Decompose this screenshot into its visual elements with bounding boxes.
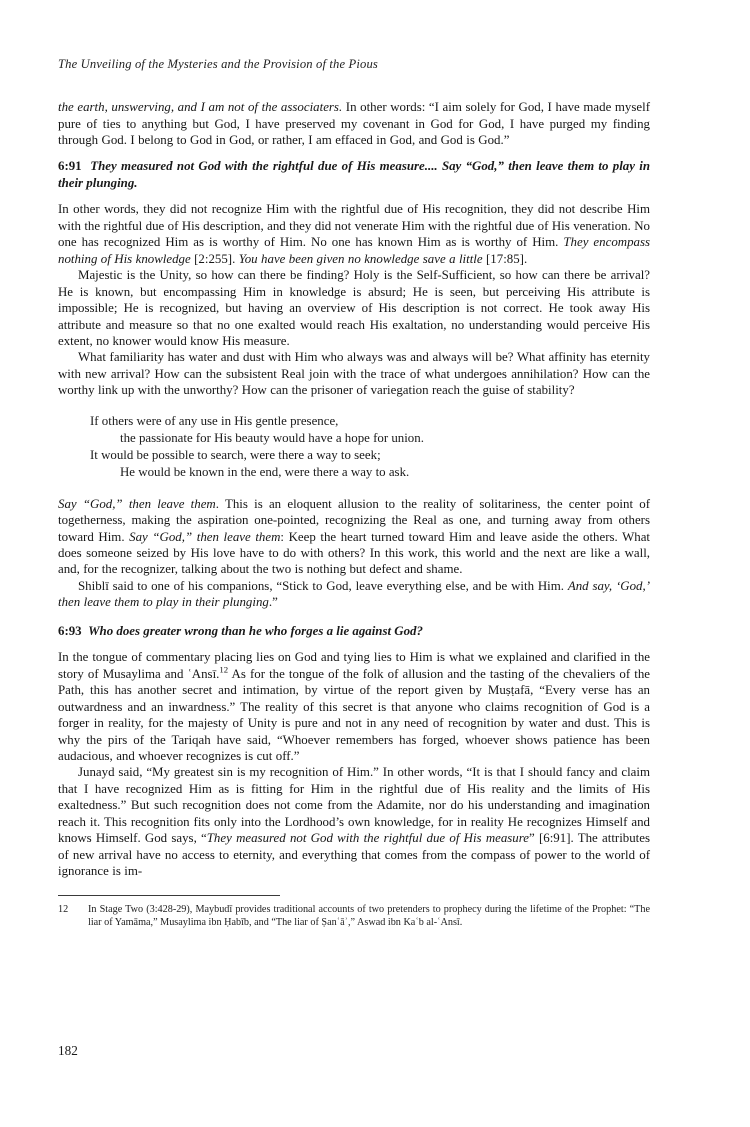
paragraph-8 [58,764,650,879]
paragraph-5 [58,496,650,578]
quran-lemma-say-god-2: Say “God,” then leave them [129,529,281,544]
footnote-text: In Stage Two (3:428-29), Maybudī provides traditional accounts of two pretenders to prophecy during the lifetime of the Prophet: “The liar of Yamāma,” Musaylima ibn Ḥabīb, and “The liar of Ṣanʿāʾ,” Aswad ibn Kaʿb al-ʿAnsī. [88,903,650,928]
paragraph-7-part-b: As for the tongue of the folk of allusion and the tasting of the chevaliers of the Path, this has another secret and intimation, by virtue of the report given by Muṣṭafā, “Every verse has an outwardness and an inwardness.” The reality of this secret is that anyone who claims recognition of God is a forger in reality, for the majesty of Unity is pure and not in any need of recognition by water and dust. This is why the pirs of the Tariqah have said, “Whoever remembers has forged, whoever shows patience has been audacious, and whoever recognizes is cut off.” [58,666,650,763]
paragraph-continued-text: In other words: “I aim solely for God, I have made myself pure of ties to anything but God, I have preserved my covenant in God for God, I have purged my finding through God. I belong to God in God, or rather, I am effaced in God, and God is God.” [58,100,650,148]
poem-block [58,413,650,482]
poem-line-2: the passionate for His beauty would have a hope for union. [120,431,424,446]
paragraph-4: What familiarity has water and dust with Him who always was and always will be? What affinity has eternity with new arrival? How can the subsistent Real join with the trace of what undergoes annihilation? How can the worthy link up with the unworthy? How can the prisoner of variegation reach the guise of stability? [58,350,650,398]
poem-line-1: If others were of any use in His gentle presence, [90,413,339,428]
verse-heading-6-93 [58,623,650,639]
quran-lemma-say-god-1: Say “God,” then leave them [58,496,216,511]
footnote-12 [58,903,650,929]
verse-text-6-91: They measured not God with the rightful due of His measure.... Say “God,” then leave them to play in their plunging. [58,159,650,190]
paragraph-8-part-b: ” [6:91]. The attributes of new arrival have no access to eternity, and everything that comes from the compass of power to the world of ignorance is im- [58,831,650,879]
paragraph-continued [58,99,650,148]
verse-heading-6-91 [58,158,650,191]
poem-line-4: He would be known in the end, were there a way to ask. [120,465,410,480]
page-number: 182 [58,1043,78,1058]
paragraph-6 [58,578,650,611]
footnote-separator-rule [58,895,280,896]
paragraph-2-part-b: [2:255]. [190,251,239,266]
quran-quote-17-85: You have been given no knowledge save a little [238,251,483,266]
paragraph-8-part-a: Junayd said, “My greatest sin is my recognition of Him.” In other words, “It is that I should fancy and claim that I have recognized Him as is fitting for Him in the rightful due of His reality and the limits of His exaltedness.” But such recognition does not come from the Adamite, nor do his understanding and imagination reach it. This recognition fits only into the Lordhood’s own knowledge, for in reality He recognizes Himself and knows Himself. God says, “ [58,765,650,846]
verse-number-6-93: 6:93 [58,623,82,638]
paragraph-7-part-a: In the tongue of commentary placing lies on God and tying lies to Him is what we explained and clarified in the story of Musaylima and ʿAnsī. [58,650,650,681]
quran-quote-inline: the earth, unswerving, and I am not of the associaters. [58,100,343,115]
paragraph-6-part-a: Shiblī said to one of his companions, “Stick to God, leave everything else, and be with Him. [78,578,568,593]
page-content [58,0,650,929]
footnote-reference-12[interactable]: 12 [219,664,229,675]
paragraph-5-part-b: : Keep the heart turned toward Him and leave aside the others. What does someone seized by His love have to do with others? In this work, this world and the next are like a wall, and, for the recognizer, talking about the two is nothing but defect and shame. [58,529,651,577]
paragraph-5-part-a: . This is an eloquent allusion to the reality of solitariness, the center point of togetherness, making the aspiration one-pointed, recognizing the Real as one, and turning away from others toward Him. [58,496,650,544]
paragraph-2-part-c: [17:85]. [482,251,528,266]
shibli-quote-italic: And say, ‘God,’ then leave them to play in their plunging [58,578,651,610]
paragraph-2 [58,201,650,267]
paragraph-6-part-b: .” [268,595,278,610]
footnote-number: 12 [58,903,69,915]
paragraph-2-part-a: In other words, they did not recognize Him with the rightful due of His recognition, they did not describe Him with the rightful due of His description, and they did not venerate Him with the rightful due of His veneration. No one has recognized Him as is worthy of Him. No one has known Him as is worthy of Him. [58,202,650,250]
verse-text-6-93: Who does greater wrong than he who forges a lie against God? [88,623,423,638]
paragraph-3: Majestic is the Unity, so how can there be finding? Holy is the Self-Sufficient, so how can there be arrival? He is known, but encompassing Him in knowledge is absurd; He is seen, but perceiving His attribute is impossible; He is recognized, but having an overview of His description is not correct. He took away His attribute and measure so that no one exalted would reach His exaltation, no understanding would perceive His extent, no knower would know His measure. [58,268,650,348]
quran-quote-6-91: They measured not God with the rightful due of His measure [206,831,530,846]
quran-quote-2-255: They encompass nothing of His knowledge [58,235,651,266]
paragraph-7 [58,649,650,764]
running-head: The Unveiling of the Mysteries and the Provision of the Pious [58,57,378,71]
poem-line-3: It would be possible to search, were there a way to seek; [90,448,381,463]
verse-number-6-91: 6:91 [58,159,82,174]
